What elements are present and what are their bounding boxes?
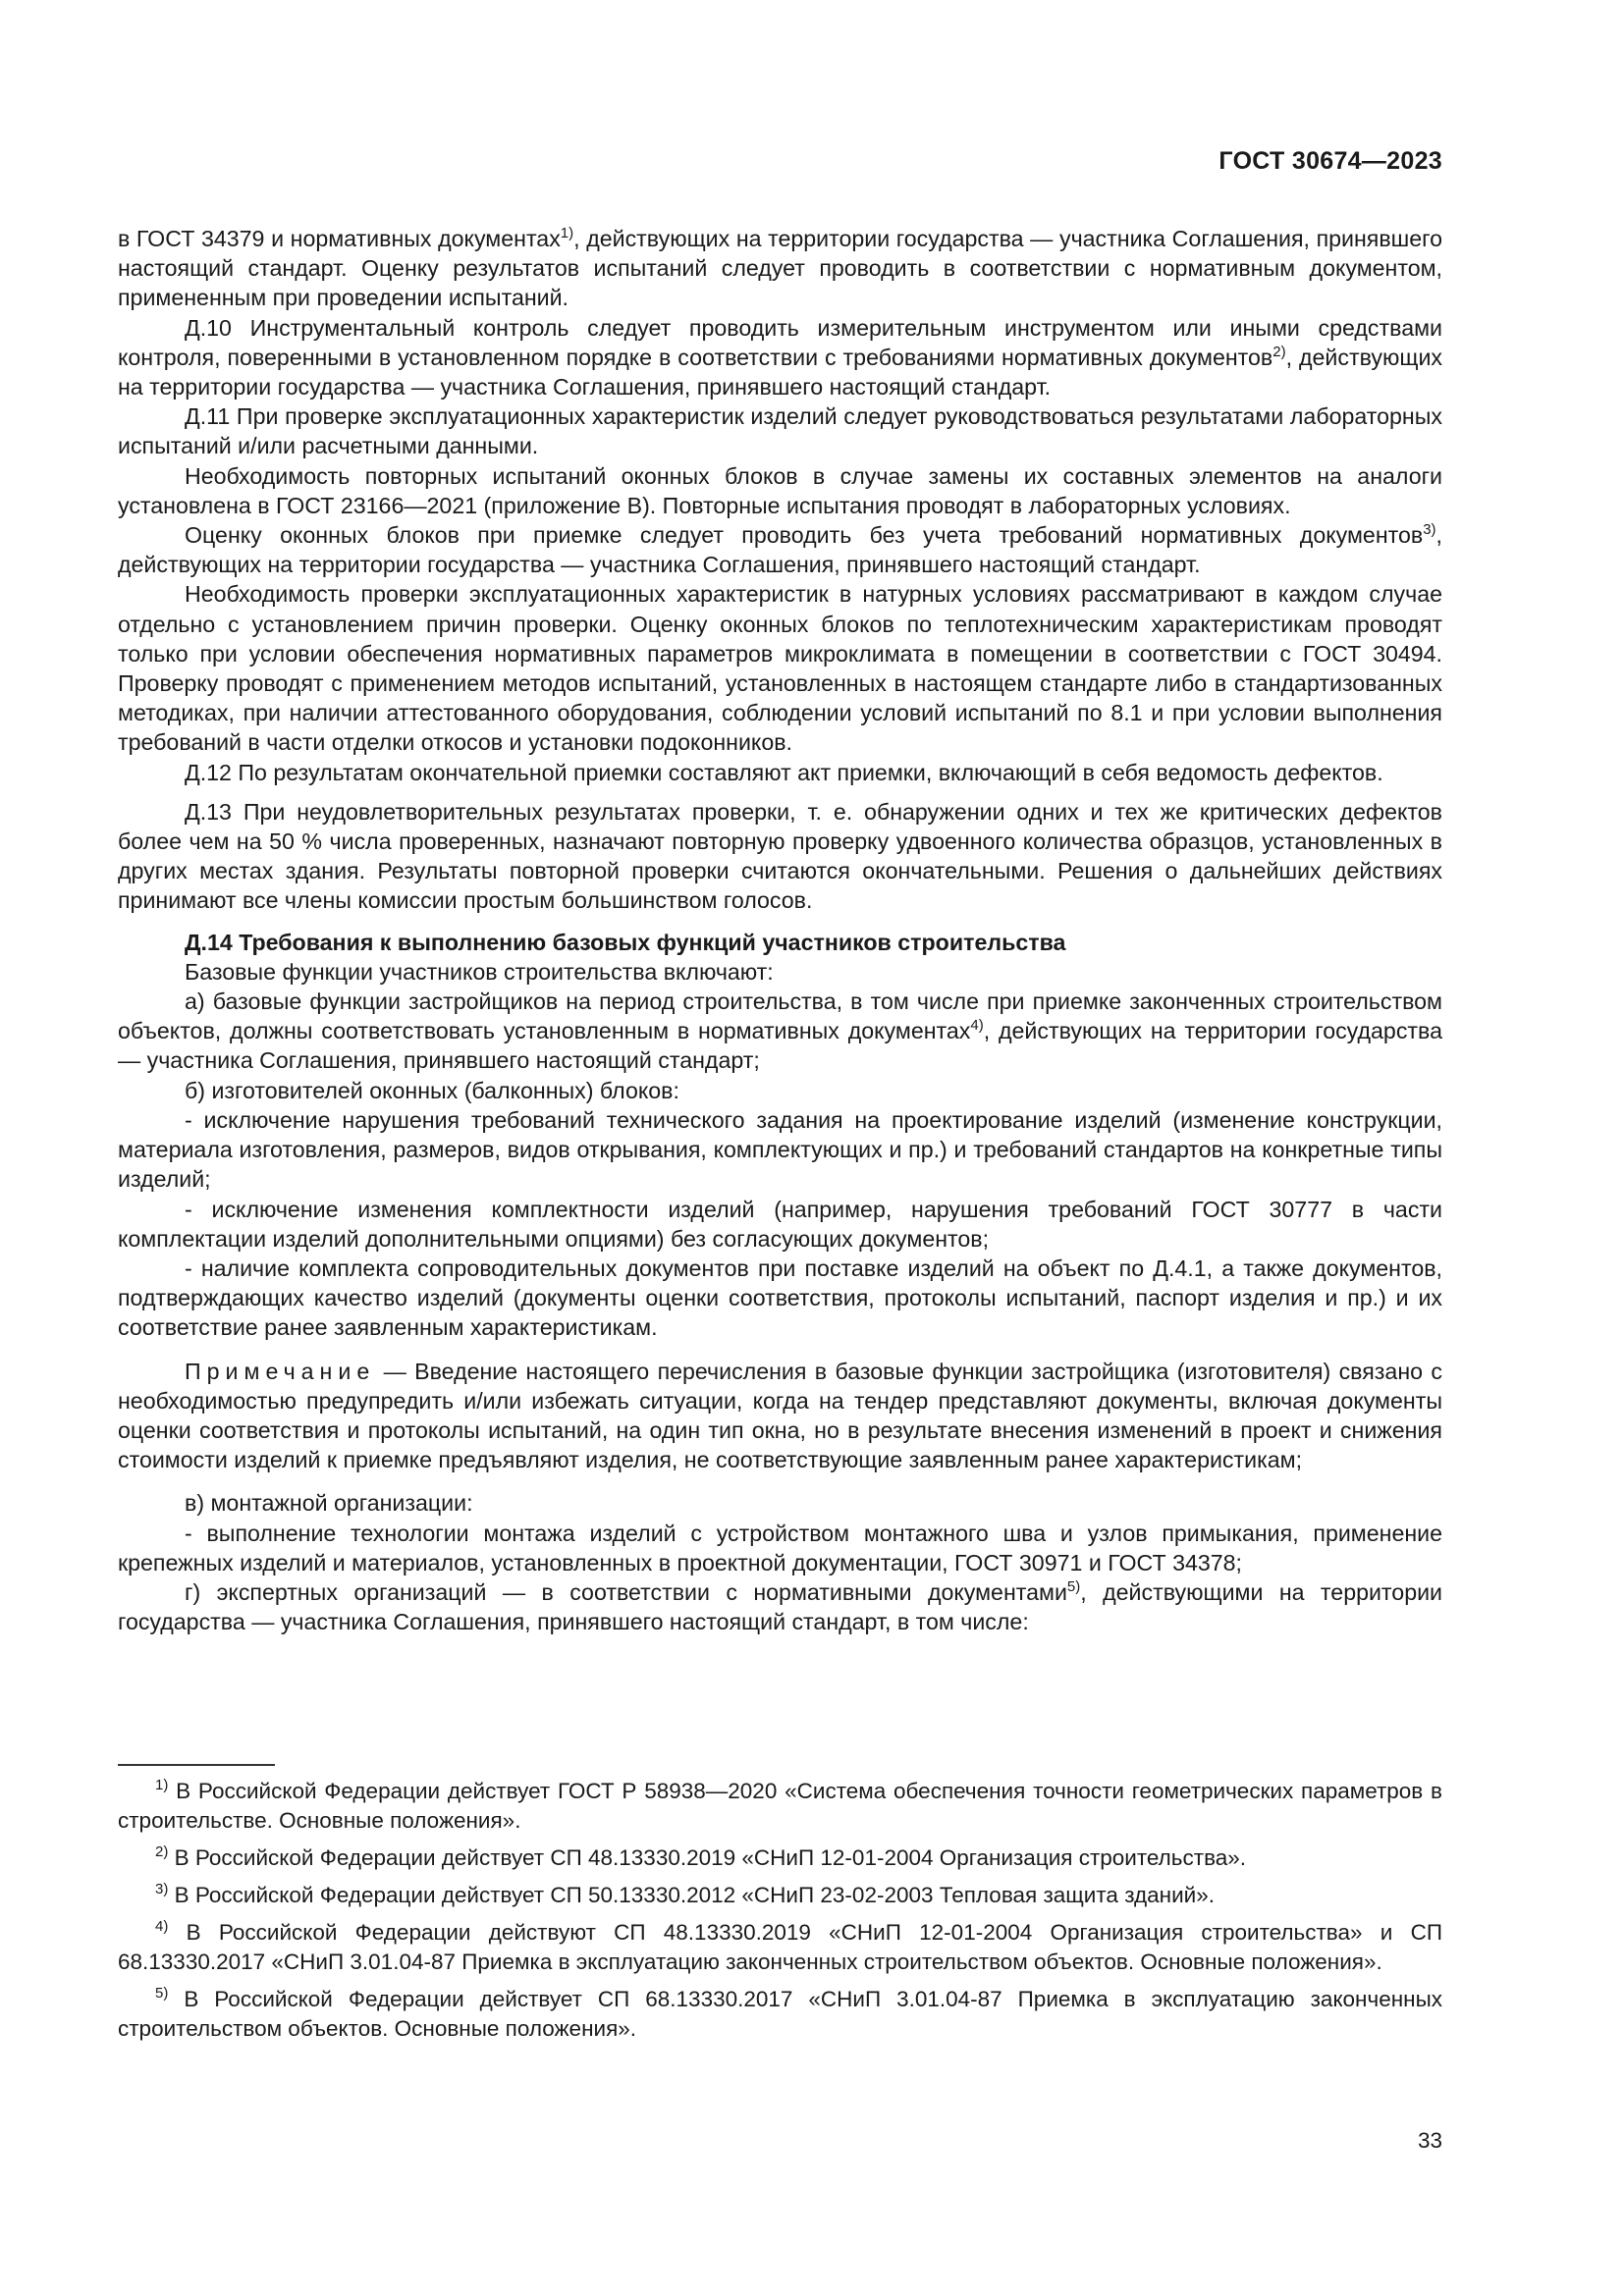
text-segment: , действующих на территории государства — участника Соглашения, принявшего настоящий стандарт. — [118, 344, 1442, 400]
footnote-ref-5: 5) — [1066, 1577, 1081, 1595]
paragraph-functions-intro: Базовые функции участников строительства включают: — [185, 958, 774, 985]
text-segment: г) экспертных организаций — в соответствии с нормативными документами — [185, 1578, 1067, 1605]
footnote-marker: 4) — [155, 1918, 169, 1935]
note-label: Примечание — [185, 1358, 376, 1384]
list-item-v: в) монтажной организации: — [185, 1490, 473, 1517]
footnotes — [118, 1777, 1442, 2052]
clause-d13: Д.13 При неудовлетворительных результатах проверки, т. е. обнаружении одних и тех же критических дефектов более чем на 50 % числа проверенных, назначают повторную проверку удвоенного количества образцов, установленных в других местах здания. Результаты повторной проверки считаются окончательными. Решения о дальнейших действиях принимают все члены комиссии простым большинством голосов. — [118, 798, 1442, 914]
footnote-text: В Российской Федерации действуют СП 48.13330.2019 «СНиП 12-01-2004 Организация строительства» и СП 68.13330.2017 «СНиП 3.01.04-87 Приемка в эксплуатацию законченных строительством объектов. Основные положения». — [118, 1920, 1442, 1974]
list-item-g — [118, 1577, 1442, 1636]
clause-d11: Д.11 При проверке эксплуатационных характеристик изделий следует руководствоваться результатами лабораторных испытаний и/или расчетными данными. — [118, 403, 1442, 459]
list-dash-item: - исключение изменения комплектности изделий (например, нарушения требований ГОСТ 30777 в части комплектации изделий дополнительными опциями) без согласующих документов; — [118, 1196, 1442, 1252]
footnote-5 — [118, 1985, 1442, 2044]
list-dash-item: - наличие комплекта сопроводительных документов при поставке изделий на объект по Д.4.1, а также документов, подтверждающих качество изделий (документы оценки соответствия, протоколы испытаний, паспорт изделия и пр.) и их соответствие ранее заявленным характеристикам. — [118, 1255, 1442, 1341]
text-segment: Оценку оконных блоков при приемке следует проводить без учета требований нормативных документов — [185, 522, 1424, 549]
list-item-a — [118, 987, 1442, 1076]
text-segment: , действующих на территории государства — участника Соглашения, принявшего настоящий стандарт. — [118, 522, 1442, 578]
footnote-marker: 2) — [155, 1843, 169, 1860]
clause-d10 — [118, 313, 1442, 402]
paragraph-continuation — [118, 224, 1442, 313]
page-number: 33 — [1417, 2128, 1442, 2153]
footnote-ref-1: 1) — [560, 225, 574, 241]
footnote-text: В Российской Федерации действует СП 68.13330.2017 «СНиП 3.01.04-87 Приемка в эксплуатацию законченных строительством объектов. Основные положения». — [118, 1987, 1442, 2041]
footnote-marker: 3) — [155, 1881, 169, 1897]
note-paragraph — [118, 1357, 1442, 1475]
text-segment: Д.10 Инструментальный контроль следует проводить измерительным инструментом или иными средствами контроля, поверенными в установленном порядке в соответствии с требованиями нормативных документов — [118, 314, 1442, 370]
footnote-1 — [118, 1777, 1442, 1836]
footnote-marker: 1) — [155, 1777, 169, 1793]
footnote-ref-4: 4) — [970, 1017, 984, 1035]
document-code-header: ГОСТ 30674—2023 — [1218, 147, 1442, 175]
list-item-b: б) изготовителей оконных (балконных) блоков: — [185, 1077, 679, 1103]
text-segment: , действующих на территории государства — участника Соглашения, принявшего настоящий стандарт. Оценку результатов испытаний следует проводить в соответствии с нормативным документом, примененным при проведении испытаний. — [118, 226, 1442, 311]
list-dash-item: - исключение нарушения требований технического задания на проектирование изделий (изменение конструкции, материала изготовления, размеров, видов открывания, комплектующих и пр.) и требований стандартов на конкретные типы изделий; — [118, 1106, 1442, 1193]
text-segment: а) базовые функции застройщиков на период строительства, в том числе при приемке законченных строительством объектов, должны соответствовать установленным в нормативных документах — [118, 988, 1442, 1044]
footnote-4 — [118, 1918, 1442, 1977]
note-text: — Введение настоящего перечисления в базовые функции застройщика (изготовителя) связано с необходимостью предупредить и/или избежать ситуации, когда на тендер представляют документы, включая документы оценки соответствия и протоколы испытаний, на один тип окна, но в результате внесения изменений в проект и снижения стоимости изделий к приемке предъявляют изделия, не соответствующие заявленным ранее характеристикам; — [118, 1358, 1442, 1473]
footnote-text: В Российской Федерации действует ГОСТ Р 58938—2020 «Система обеспечения точности геометрических параметров в строительстве. Основные положения». — [118, 1779, 1442, 1833]
paragraph-acceptance-evaluation — [118, 520, 1442, 579]
footnote-ref-2: 2) — [1272, 343, 1286, 360]
paragraph-field-checks: Необходимость проверки эксплуатационных характеристик в натурных условиях рассматривают в каждом случае отдельно с установлением причин проверки. Оценку оконных блоков по теплотехническим характеристикам проводят только при условии обеспечения нормативных параметров микроклимата в помещении в соответствии с ГОСТ 30494. Проверку проводят с применением методов испытаний, установленных в настоящем стандарте либо в стандартизованных методиках, при наличии аттестованного оборудования, соблюдении условий испытаний по 8.1 и при условии выполнения требований в части отделки откосов и установки подоконников. — [118, 581, 1442, 756]
footnote-marker: 5) — [155, 1985, 169, 2002]
footnote-text: В Российской Федерации действует СП 50.13330.2012 «СНиП 23-02-2003 Тепловая защита зданий». — [174, 1883, 1215, 1907]
footnote-2 — [118, 1843, 1442, 1873]
text-segment: , действующими на территории государства — участника Соглашения, принявшего настоящий стандарт, в том числе: — [118, 1578, 1442, 1635]
footnote-text: В Российской Федерации действует СП 48.13330.2019 «СНиП 12-01-2004 Организация строительства». — [174, 1845, 1247, 1870]
paragraph-repeat-tests: Необходимость повторных испытаний оконных блоков в случае замены их составных элементов на аналоги установлена в ГОСТ 23166—2021 (приложение В). Повторные испытания проводят в лабораторных условиях. — [118, 462, 1442, 518]
list-dash-item: - выполнение технологии монтажа изделий с устройством монтажного шва и узлов примыкания, применение крепежных изделий и материалов, установленных в проектной документации, ГОСТ 30971 и ГОСТ 34378; — [118, 1520, 1442, 1575]
text-segment: , действующих на территории государства — участника Соглашения, принявшего настоящий стандарт; — [118, 1018, 1442, 1074]
section-heading-d14: Д.14 Требования к выполнению базовых функций участников строительства — [185, 929, 1066, 955]
clause-d12: Д.12 По результатам окончательной приемки составляют акт приемки, включающий в себя ведомость дефектов. — [185, 759, 1383, 785]
main-text — [118, 224, 1442, 1636]
footnote-ref-3: 3) — [1423, 521, 1436, 539]
footnote-3 — [118, 1881, 1442, 1910]
footnote-separator — [118, 1764, 275, 1766]
text-segment: в ГОСТ 34379 и нормативных документах — [118, 226, 561, 251]
